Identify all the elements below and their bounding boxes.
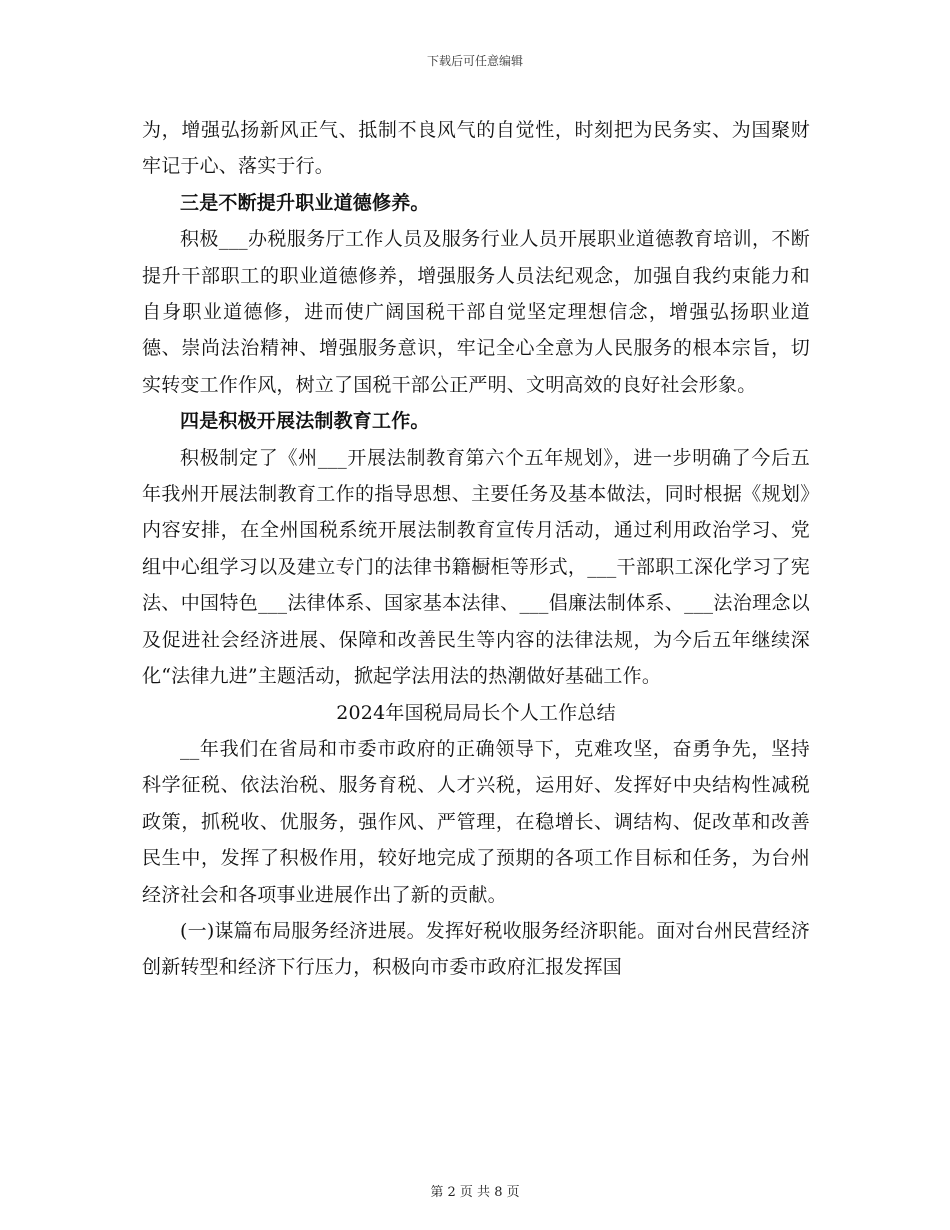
paragraph-ethics: 积极___办税服务厅工作人员及服务行业人员开展职业道德教育培训，不断提升干部职工的职业道德修养，增强服务人员法纪观念，加强自我约束能力和自身职业道德修，进而使广阔国税干部自觉坚定理想信念，增强弘扬职业道德、崇尚法治精神、增强服务意识，牢记全心全意为人民服务的根本宗旨，切实转变工作作风，树立了国税干部公正严明、文明高效的良好社会形象。 xyxy=(142,228,810,396)
paragraph-economy-service: (一)谋篇布局服务经济进展。发挥好税收服务经济职能。面对台州民营经济创新转型和经济下行压力，积极向市委市政府汇报发挥国 xyxy=(142,919,810,979)
paragraph-summary-intro: __年我们在省局和市委市政府的正确领导下，克难攻坚，奋勇争先，坚持科学征税、依法治税、服务育税、人才兴税，运用好、发挥好中央结构性减税政策，抓税收、优服务，强作风、严管理，在稳增长、调结构、促改革和改善民生中，发挥了积极作用，较好地完成了预期的各项工作目标和任务，为台州经济社会和各项事业进展作出了新的贡献。 xyxy=(142,737,810,906)
header-note: 下载后可任意编辑 xyxy=(426,54,523,68)
section-heading-4: 四是积极开展法制教育工作。 xyxy=(180,410,430,433)
page-number: 第 2 页 共 8 页 xyxy=(430,1185,520,1200)
paragraph-legal-education: 积极制定了《州___开展法制教育第六个五年规划》，进一步明确了今后五年我州开展法制教育工作的指导思想、主要任务及基本做法，同时根据《规划》内容安排，在全州国税系统开展法制教育宣传月活动，通过利用政治学习、党组中心组学习以及建立专门的法律书籍橱柜等形式，___干部职工深化学习了宪法、中国特色___法律体系、国家基本法律、___倡廉法制体系、___法治理念以及促进社会经济进展、保障和改善民生等内容的法律法规，为今后五年继续深化“法律九进”主题活动，掀起学法用法的热潮做好基础工作。 xyxy=(142,446,810,688)
document-title: 2024年国税局局长个人工作总结 xyxy=(336,701,616,724)
section-heading-3: 三是不断提升职业道德修养。 xyxy=(180,191,430,214)
paragraph-continuation: 为，增强弘扬新风正气、抵制不良风气的自觉性，时刻把为民务实、为国聚财牢记于心、落实于行。 xyxy=(142,119,810,178)
document-body xyxy=(142,112,810,986)
